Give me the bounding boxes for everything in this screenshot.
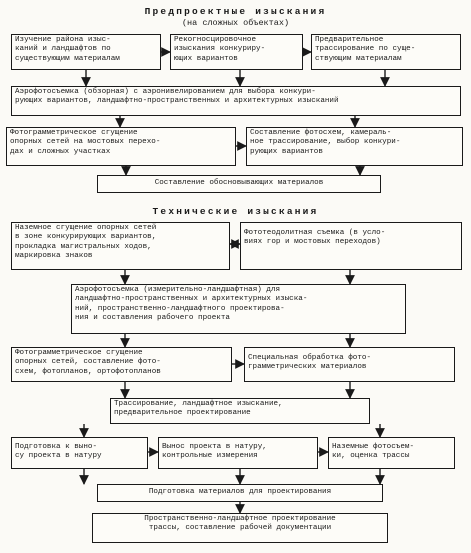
box-line: трассы, составление рабочей документации: [148, 524, 332, 533]
box-overview-aerial-survey: [11, 86, 461, 116]
box-line: дах и сложных участках: [10, 147, 111, 156]
box-photo-schemes: [246, 127, 463, 166]
box-line: Рекогносцировочное: [174, 36, 257, 44]
box-line: каний и ландшафтов по: [15, 45, 111, 54]
box-line: Аэрофотосъемка (измерительно-ландшафтная) для: [75, 286, 281, 294]
box-line: су проекта в натуру: [15, 452, 102, 461]
box-line: прокладка магистральных ходов,: [15, 242, 152, 251]
box-line: Аэрофотосъемка (обзорная) с аэронивелированием для выбора конкури-: [15, 88, 316, 96]
box-routing-design: [110, 398, 370, 424]
box-line: ки, оценка трассы: [332, 452, 410, 461]
box-line: Составление обосновывающих материалов: [154, 179, 324, 187]
box-line: Специальная обработка фото-: [248, 354, 372, 362]
box-line: Изучение района изыс-: [15, 36, 111, 44]
box-spatial-landscape-design: [92, 513, 388, 543]
box-field-layout: [158, 437, 318, 469]
box-line: Фотограмметрическое сгущение: [15, 349, 143, 357]
box-measuring-aerial-survey: [71, 284, 406, 334]
box-study-area: [11, 34, 161, 70]
box-phototheodolite-survey: [240, 222, 462, 270]
box-ground-photo-survey: [328, 437, 455, 469]
box-line: Подготовка к выно-: [15, 443, 98, 451]
box-photogrammetric-densification-2: [11, 347, 232, 382]
box-line: изыскания конкуриру-: [174, 45, 266, 54]
box-line: трассирование по суще-: [315, 45, 416, 54]
box-line: Фототеодолитная съемка (в усло-: [244, 229, 386, 237]
section-title-pre-project: Предпроектные изыскания: [144, 6, 327, 17]
section-title-technical: Технические изыскания: [152, 206, 319, 217]
box-line: предварительное проектирование: [114, 409, 251, 418]
box-photogrammetric-densification-1: [6, 127, 236, 166]
box-line: ное трассирование, выбор конкури-: [250, 138, 401, 147]
box-line: рующих вариантов, ландшафтно-пространственных и архитектурных изысканий: [15, 97, 339, 106]
box-line: опорных сетей на мостовых перехо-: [10, 138, 161, 147]
box-line: контрольные измерения: [162, 452, 258, 461]
box-line: грамметрических материалов: [248, 363, 367, 372]
box-reconnaissance: [170, 34, 303, 70]
box-line: ландшафтно-пространственных и архитектурных изыска-: [75, 295, 308, 304]
section-subtitle-pre-project: (на сложных объектах): [181, 18, 290, 28]
box-line: Предварительное: [315, 36, 384, 44]
box-prepare-materials: [97, 484, 383, 502]
box-line: Наземные фотосъем-: [332, 443, 415, 451]
box-preliminary-routing: [311, 34, 461, 70]
box-layout-preparation: [11, 437, 148, 469]
box-line: Трассирование, ландшафтное изыскание,: [114, 400, 283, 408]
box-line: схем, фотопланов, ортофотопланов: [15, 367, 161, 376]
box-ground-densification: [11, 222, 230, 270]
box-line: Фотограмметрическое сгущение: [10, 129, 138, 137]
box-line: опорных сетей, составление фото-: [15, 358, 161, 367]
box-line: Составление фотосхем, камераль-: [250, 129, 392, 137]
box-special-processing: [244, 347, 455, 382]
box-line: маркировка знаков: [15, 252, 93, 261]
box-line: существующим материалам: [15, 54, 120, 63]
box-line: Пространственно-ландшафтное проектирование: [144, 515, 336, 523]
box-line: ющих вариантов: [174, 54, 238, 63]
box-line: ний, пространственно-ландшафтного проектирова-: [75, 304, 285, 313]
box-substantiating-materials: [97, 175, 381, 193]
box-line: Вынос проекта в натуру,: [162, 443, 267, 451]
box-line: ствующим материалам: [315, 54, 402, 63]
box-line: Подготовка материалов для проектирования: [148, 488, 332, 496]
box-line: виях гор и мостовых переходов): [244, 238, 381, 247]
box-line: ния и составления рабочего проекта: [75, 314, 230, 323]
box-line: в зоне конкурирующих вариантов,: [15, 233, 157, 242]
box-line: Наземное сгущение опорных сетей: [15, 224, 157, 232]
box-line: рующих вариантов: [250, 147, 323, 156]
